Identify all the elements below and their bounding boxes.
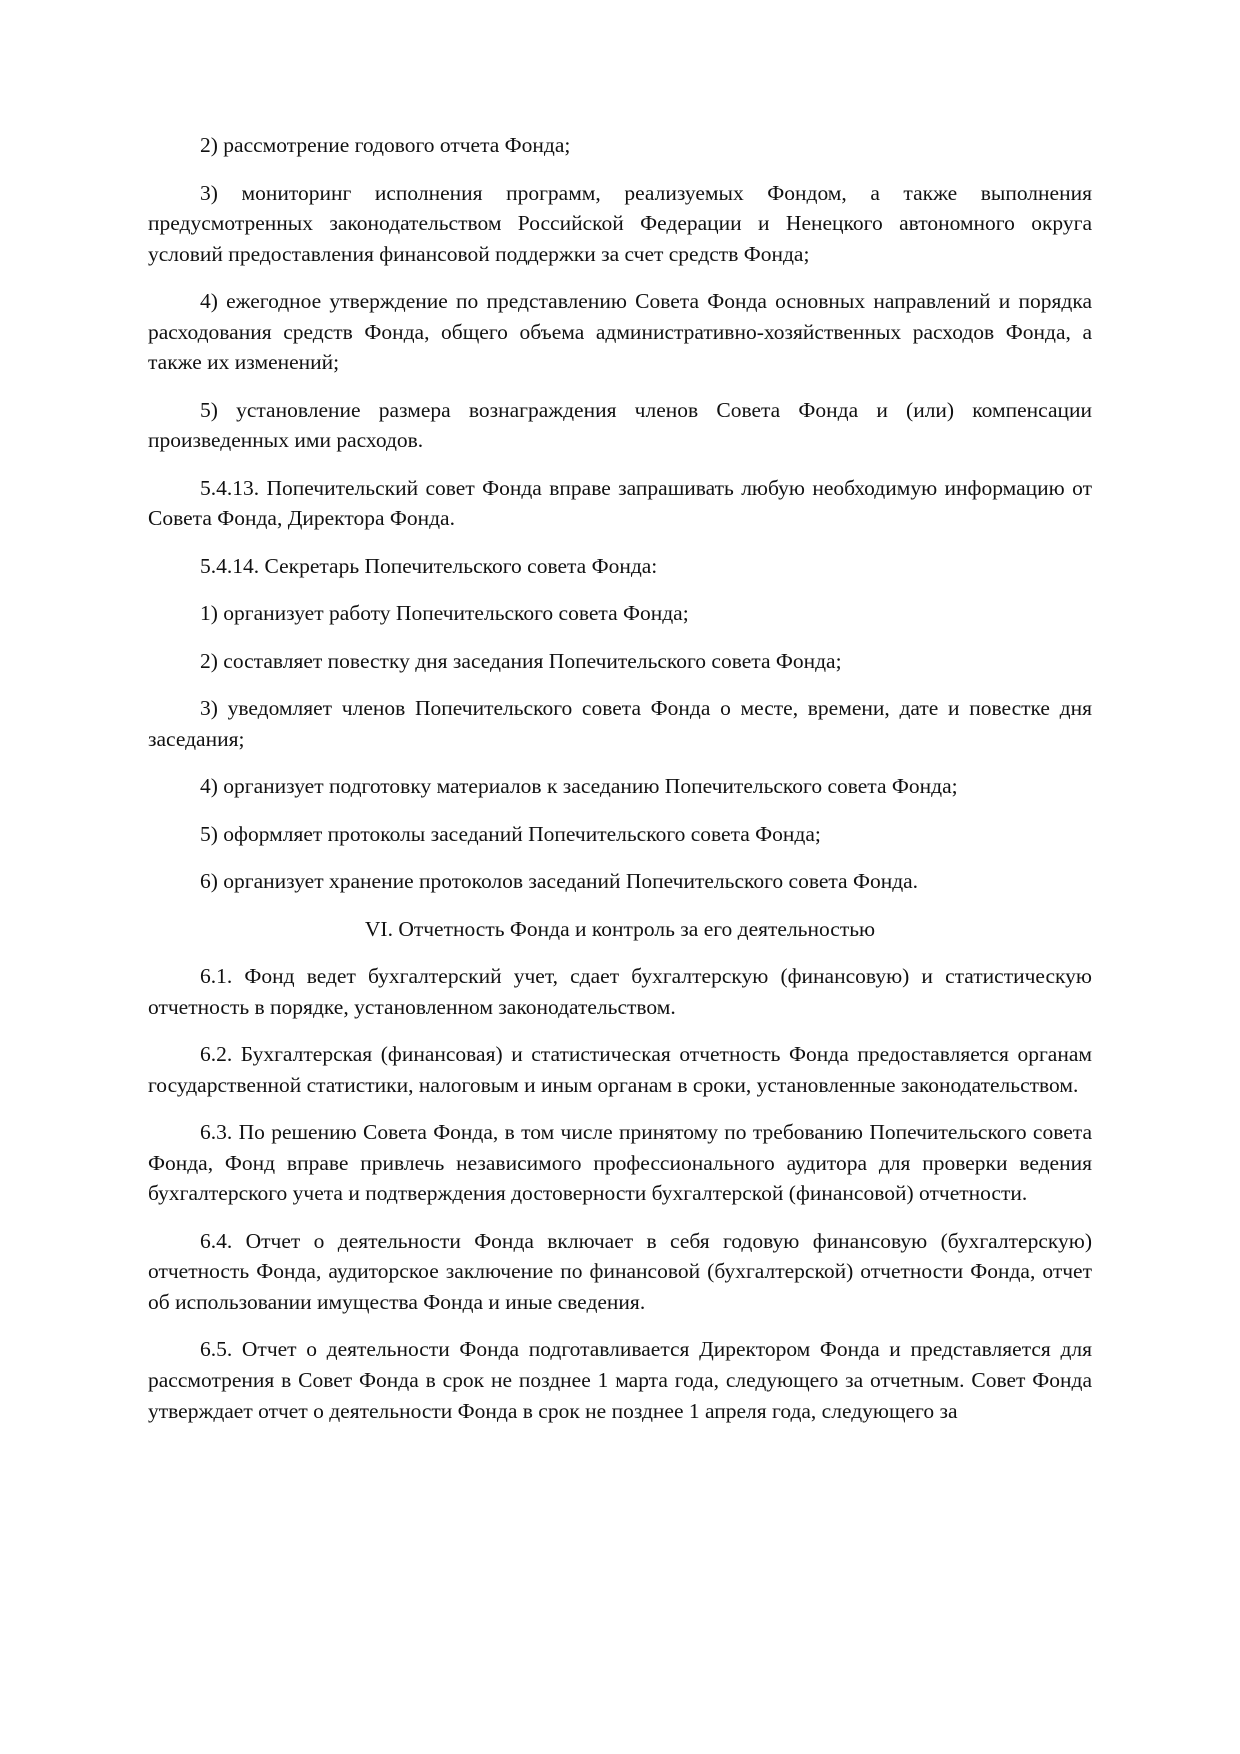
document-body [148,130,1092,1426]
paragraph: 2) рассмотрение годового отчета Фонда; [200,133,571,157]
paragraph: 3) уведомляет членов Попечительского совета Фонда о месте, времени, дате и повестке дня заседания; [148,696,1092,751]
paragraph: 6.4. Отчет о деятельности Фонда включает в себя годовую финансовую (бухгалтерскую) отчетность Фонда, аудиторское заключение по финансовой (бухгалтерской) отчетности Фонда, отчет об использовании имущества Фонда и иные сведения. [148,1228,1092,1314]
paragraph: 1) организует работу Попечительского совета Фонда; [200,601,689,626]
paragraph: 5) установление размера вознаграждения членов Совета Фонда и (или) компенсации произведенных ими расходов. [148,397,1092,453]
paragraph: 6.2. Бухгалтерская (финансовая) и статистическая отчетность Фонда предоставляется органам государственной статистики, налоговым и иным органам в сроки, установленные законодательством. [148,1042,1092,1097]
paragraph: 5.4.14. Секретарь Попечительского совета Фонда: [200,553,658,578]
paragraph: 6) организует хранение протоколов заседаний Попечительского совета Фонда. [200,869,919,894]
paragraph: 2) составляет повестку дня заседания Попечительского совета Фонда; [200,648,842,673]
paragraph: 6.3. По решению Совета Фонда, в том числе принятому по требованию Попечительского совета Фонда, Фонд вправе привлечь независимого профессионального аудитора для проверки ведения бухгалтерского учета и подтверждения достоверности бухгалтерской (финансовой) отчетности. [148,1120,1092,1206]
section-heading: VI. Отчетность Фонда и контроль за его деятельностью [364,916,876,941]
paragraph: 4) организует подготовку материалов к заседанию Попечительского совета Фонда; [200,774,958,799]
paragraph: 6.5. Отчет о деятельности Фонда подготавливается Директором Фонда и представляется для рассмотрения в Совет Фонда в срок не позднее 1 марта года, следующего за отчетным. Совет Фонда утверждает отчет о деятельности Фонда в срок не позднее 1 апреля года, следующего за [148,1337,1092,1423]
paragraph: 5) оформляет протоколы заседаний Попечительского совета Фонда; [200,821,821,846]
paragraph: 6.1. Фонд ведет бухгалтерский учет, сдает бухгалтерскую (финансовую) и статистическую отчетность в порядке, установленном законодательством. [148,964,1092,1019]
paragraph: 4) ежегодное утверждение по представлению Совета Фонда основных направлений и порядка расходования средств Фонда, общего объема административно-хозяйственных расходов Фонда, а также их изменений; [148,289,1092,375]
paragraph: 3) мониторинг исполнения программ, реализуемых Фондом, а также выполнения предусмотренных законодательством Российской Федерации и Ненецкого автономного округа условий предоставления финансовой поддержки за счет средств Фонда; [148,180,1092,266]
paragraph: 5.4.13. Попечительский совет Фонда вправе запрашивать любую необходимую информацию от Совета Фонда, Директора Фонда. [148,475,1092,531]
